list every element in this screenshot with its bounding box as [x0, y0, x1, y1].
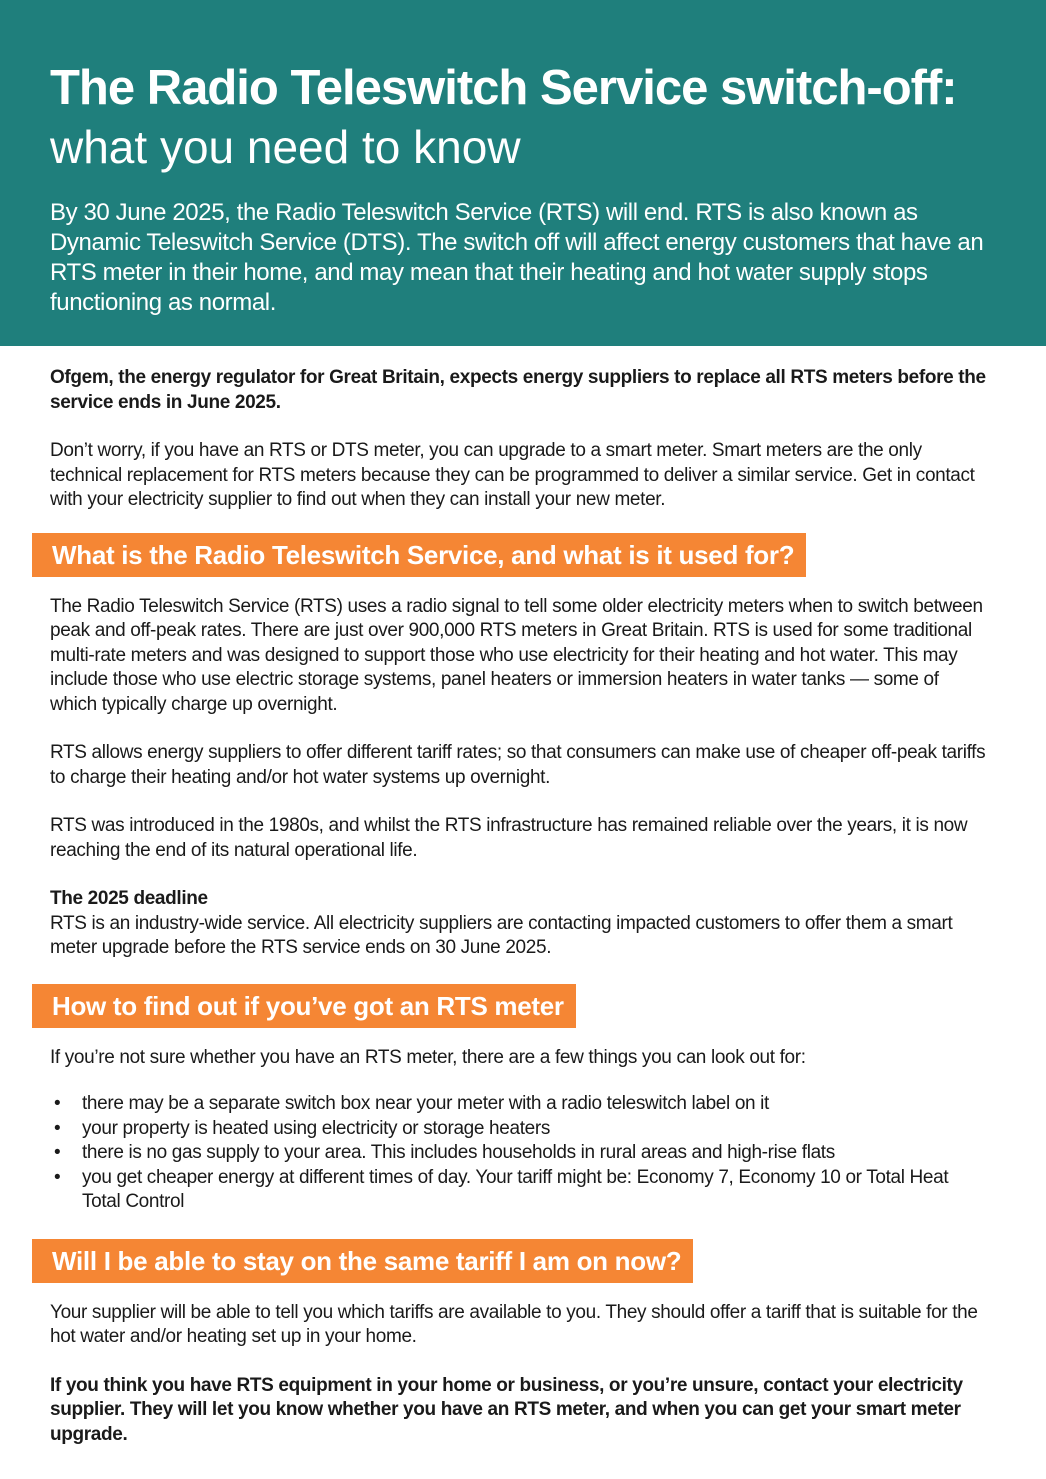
tariff-rates-paragraph: RTS allows energy suppliers to offer different tariff rates; so that consumers can make use of cheaper off-peak tariffs to charge their heating and/or hot water systems up overnight.: [50, 742, 986, 788]
upgrade-paragraph: Don’t worry, if you have an RTS or DTS meter, you can upgrade to a smart meter. Smart meters are the only technical replacement for RTS meters because they can be programmed to deliver a similar service. Get in contact with your electricity supplier to find out when they can install your new meter.: [50, 440, 975, 510]
list-item: [50, 1166, 962, 1215]
rts-description-paragraph: The Radio Teleswitch Service (RTS) uses a radio signal to tell some older electricity meters when to switch between peak and off-peak rates. There are just over 900,000 RTS meters in Great Britain. RTS is used for some traditional multi-rate meters and was designed to support those who use electricity for their heating and hot water. This may include those who use electric storage systems, panel heaters or immersion heaters in water tanks — some of which typically charge up overnight.: [50, 595, 983, 715]
rts-history-paragraph: RTS was introduced in the 1980s, and whilst the RTS infrastructure has remained reliable over the years, it is now reaching the end of its natural operational life.: [50, 815, 968, 861]
tariff-paragraph: Your supplier will be able to tell you which tariffs are available to you. They should offer a tariff that is suitable for the hot water and/or heating set up in your home.: [50, 1301, 978, 1347]
list-item-text: you get cheaper energy at different times of day. Your tariff might be: Economy 7, Economy 10 or Total Heat Total Control: [82, 1166, 949, 1212]
list-item-text: your property is heated using electricity or storage heaters: [82, 1117, 550, 1139]
list-item: [50, 1141, 990, 1166]
rts-signs-list: [50, 1092, 990, 1215]
deadline-subheading: The 2025 deadline: [50, 888, 208, 909]
section-heading-what-is-rts: What is the Radio Teleswitch Service, and what is it used for?: [32, 533, 806, 577]
section-find-out: [50, 984, 996, 1215]
hero-intro-text: By 30 June 2025, the Radio Teleswitch Service (RTS) will end. RTS is also known as Dynamic Teleswitch Service (DTS). The switch off will affect energy customers that have an RTS meter in their home, and may mean that their heating and hot water supply stops functioning as normal.: [50, 199, 984, 316]
main-content: [0, 346, 1046, 1447]
section-heading-find-out: How to find out if you’ve got an RTS meter: [32, 984, 576, 1028]
section-tariff: [50, 1239, 996, 1448]
hero-banner: [0, 0, 1046, 346]
list-item: [50, 1117, 990, 1142]
bullet-dot: •: [54, 1166, 61, 1188]
ofgem-statement: Ofgem, the energy regulator for Great Britain, expects energy suppliers to replace all RTS meters before the service ends in June 2025.: [50, 367, 986, 413]
list-item: [50, 1092, 990, 1117]
closing-statement: If you think you have RTS equipment in your home or business, or you’re unsure, contact your electricity supplier. They will let you know whether you have an RTS meter, and when you can get your smart meter upgrade.: [50, 1374, 963, 1445]
deadline-paragraph: RTS is an industry-wide service. All electricity suppliers are contacting impacted customers to offer them a smart meter upgrade before the RTS service ends on 30 June 2025.: [50, 912, 953, 958]
section-heading-tariff: Will I be able to stay on the same tariff I am on now?: [32, 1239, 693, 1283]
list-item-text: there may be a separate switch box near your meter with a radio teleswitch label on it: [82, 1093, 769, 1114]
section-what-is-rts: [50, 533, 996, 961]
bullet-dot: •: [54, 1142, 61, 1163]
find-out-lead: If you’re not sure whether you have an RTS meter, there are a few things you can look out for:: [50, 1046, 806, 1068]
list-item-text: there is no gas supply to your area. This includes households in rural areas and high-rise flats: [82, 1142, 835, 1163]
page-subtitle: what you need to know: [50, 121, 521, 173]
bullet-dot: •: [54, 1093, 61, 1114]
page-title: The Radio Teleswitch Service switch-off:: [50, 61, 957, 115]
bullet-dot: •: [54, 1117, 61, 1139]
